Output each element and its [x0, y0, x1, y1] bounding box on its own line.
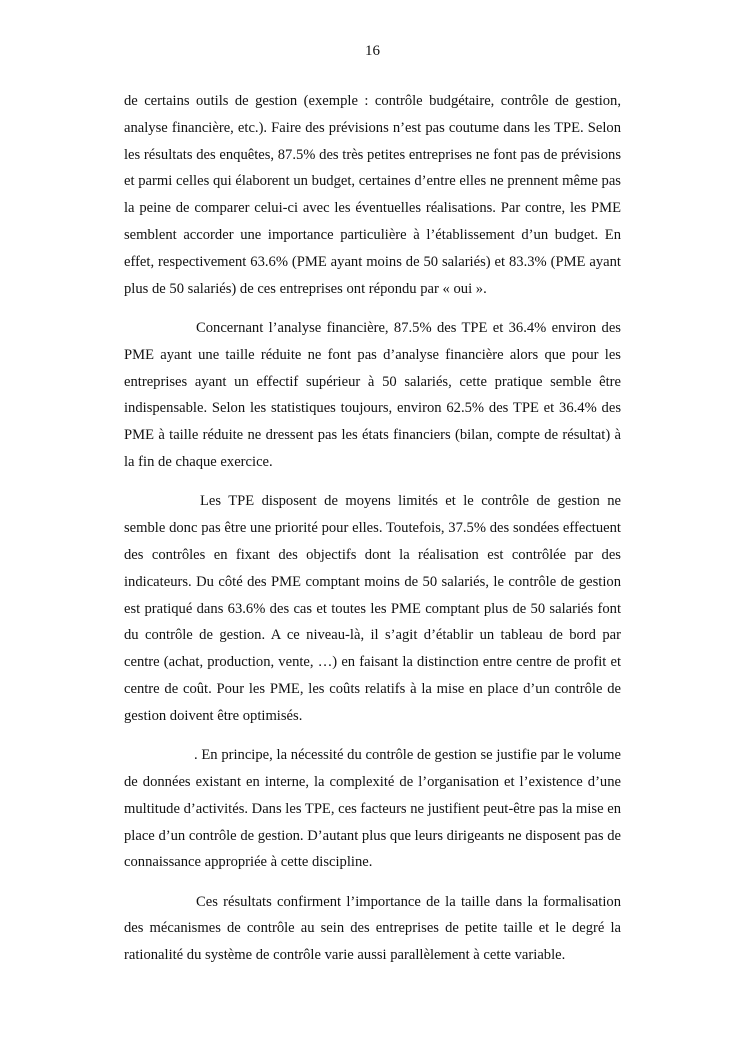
paragraph-principle: . En principe, la nécessité du contrôle de gestion se justifie par le volume de données existant en interne, la complexité de l’organisation et l’existence d’une multitude d’activités. Dans les TPE, ces facteurs ne justifient peut-être pas la mise en place d’un contrôle de gestion. D’autant plus que leurs dirigeants ne disposent pas de connaissance appropriée à cette discipline.	[124, 747, 621, 871]
paragraph-financial-analysis: Concernant l’analyse financière, 87.5% des TPE et 36.4% environ des PME ayant une taille réduite ne font pas d’analyse financière alors que pour les entreprises ayant un effectif supérieur à 50 salariés, cette pratique semble être indispensable. Selon les statistiques toujours, environ 62.5% des TPE et 36.4% des PME à taille réduite ne dressent pas les états financiers (bilan, compte de résultat) à la fin de chaque exercice.	[124, 319, 621, 470]
body-text	[124, 88, 621, 982]
paragraph-budget: de certains outils de gestion (exemple : contrôle budgétaire, contrôle de gestion, analyse financière, etc.). Faire des prévisions n’est pas coutume dans les TPE. Selon les résultats des enquêtes, 87.5% des très petites entreprises ne font pas de prévisions et parmi celles qui élaborent un budget, certaines d’entre elles ne prennent même pas la peine de comparer celui-ci avec les éventuelles réalisations. Par contre, les PME semblent accorder une importance particulière à l’établissement d’un budget. En effet, respectivement 63.6% (PME ayant moins de 50 salariés) et 83.3% (PME ayant plus de 50 salariés) de ces entreprises ont répondu par « oui ».	[124, 93, 621, 297]
page-number: 16	[365, 43, 380, 59]
paragraph-management-control: Les TPE disposent de moyens limités et le contrôle de gestion ne semble donc pas être une priorité pour elles. Toutefois, 37.5% des sondées effectuent des contrôles en fixant des objectifs dont la réalisation est contrôlée par des indicateurs. Du côté des PME comptant moins de 50 salariés, le contrôle de gestion est pratiqué dans 63.6% des cas et toutes les PME comptant plus de 50 salariés font du contrôle de gestion. A ce niveau-là, il s’agit d’établir un tableau de bord par centre (achat, production, vente, …) en faisant la distinction entre centre de profit et centre de coût. Pour les PME, les coûts relatifs à la mise en place d’un contrôle de gestion doivent être optimisés.	[124, 493, 621, 724]
paragraph-conclusion: Ces résultats confirment l’importance de la taille dans la formalisation des mécanismes de contrôle au sein des entreprises de petite taille et le degré la rationalité du système de contrôle varie aussi parallèlement à cette variable.	[124, 893, 621, 964]
